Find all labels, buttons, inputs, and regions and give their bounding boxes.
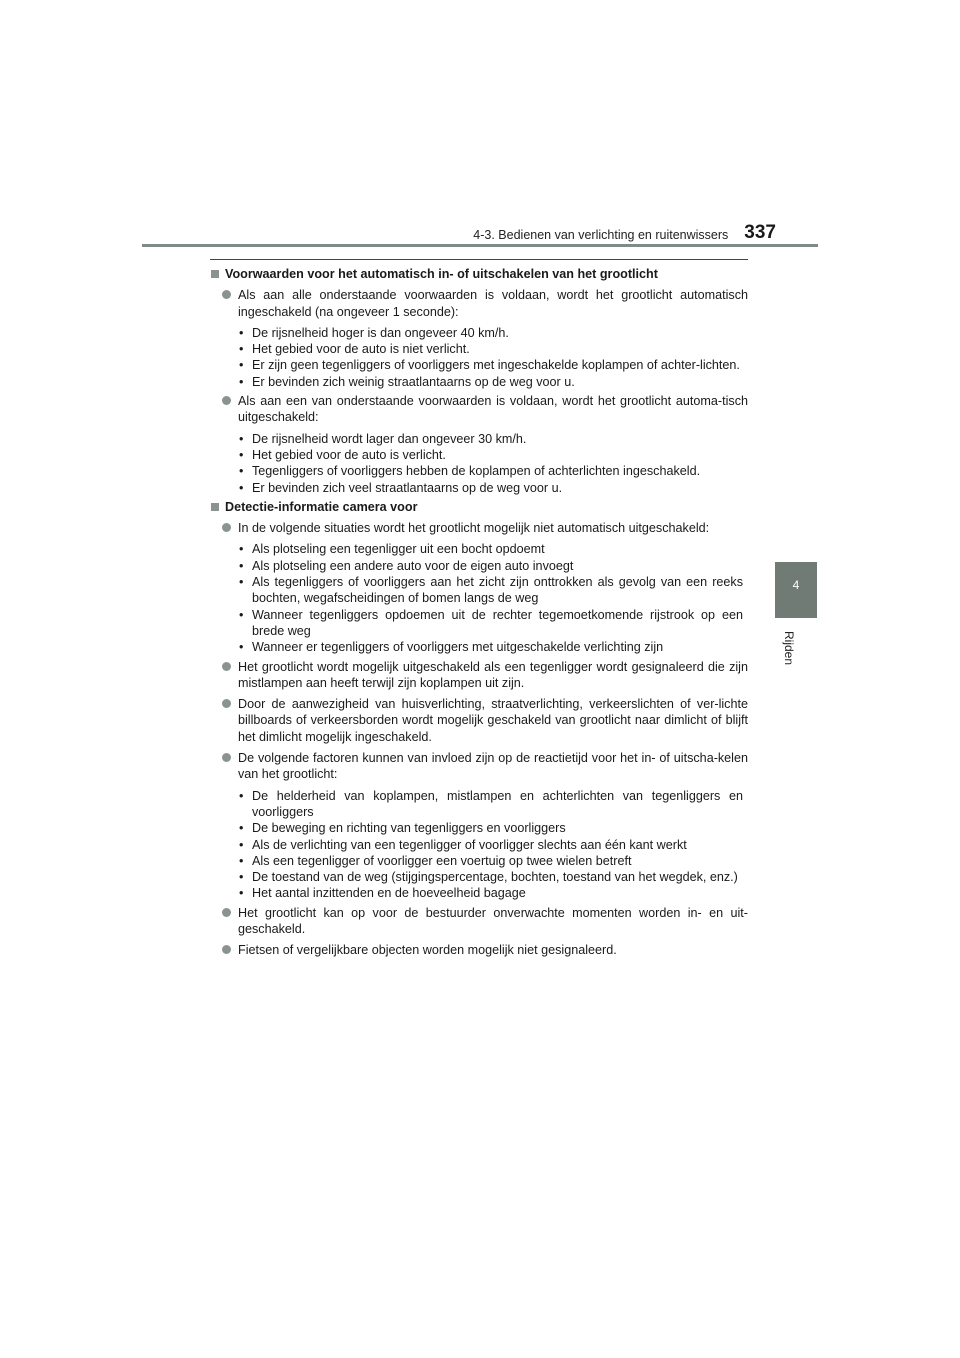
bullet-paragraph: Het grootlicht wordt mogelijk uitgeschakeld als een tegenligger wordt gesignaleerd die zijn mistlampen aan heeft terwijl zijn koplampen uit zijn. [210, 659, 748, 692]
circle-bullet-icon [222, 290, 231, 299]
bullet-paragraph: De volgende factoren kunnen van invloed zijn op de reactietijd voor het in- of uitscha-kelen van het grootlicht: [210, 750, 748, 783]
list-item: • De rijsnelheid wordt lager dan ongeveer 30 km/h. [239, 431, 527, 446]
list-item: • Het aantal inzittenden en de hoeveelheid bagage [239, 886, 526, 901]
chapter-tab [775, 562, 817, 618]
list-item: • De beweging en richting van tegenliggers en voorliggers [239, 821, 566, 836]
list-item: • Het gebied voor de auto is verlicht. [239, 447, 446, 462]
list-item: • De helderheid van koplampen, mistlampen en achterlichten van tegenliggers en voorliggers [239, 788, 743, 819]
list-item: • Tegenliggers of voorliggers hebben de koplampen of achterlichten ingeschakeld. [239, 464, 701, 479]
sub-list [210, 431, 748, 496]
section-title: 4-3. Bedienen van verlichting en ruitenwissers [473, 228, 729, 242]
bullet-paragraph: Door de aanwezigheid van huisverlichting, straatverlichting, verkeerslichten of ver-lichte billboards of verkeersborden wordt mogelijk geschakeld van grootlicht naar dimlicht of blijft het dimlicht mogelijk ingeschakeld. [210, 696, 748, 745]
circle-bullet-icon [222, 699, 231, 708]
list-item: • Er bevinden zich weinig straatlantaarns op de weg voor u. [239, 374, 575, 389]
list-item: • Wanneer er tegenliggers of voorliggers met uitgeschakelde verlichting zijn [239, 640, 664, 655]
circle-bullet-icon [222, 908, 231, 917]
square-bullet-icon [211, 503, 219, 511]
sub-list [210, 325, 748, 390]
square-bullet-icon [211, 270, 219, 278]
circle-bullet-icon [222, 523, 231, 532]
list-item: • Er bevinden zich veel straatlantaarns op de weg voor u. [239, 480, 563, 495]
section-heading: Voorwaarden voor het automatisch in- of uitschakelen van het grootlicht [210, 266, 748, 282]
list-item: • Er zijn geen tegenliggers of voorliggers met ingeschakelde koplampen of achter-lichten. [239, 358, 740, 373]
list-item: • Wanneer tegenliggers opdoemen uit de rechter tegemoetkomende rijstrook op een brede weg [239, 607, 743, 638]
main-content [210, 266, 748, 964]
circle-bullet-icon [222, 662, 231, 671]
chapter-number: 4 [792, 578, 800, 592]
header-rule [142, 244, 818, 247]
circle-bullet-icon [222, 753, 231, 762]
list-item: • Als plotseling een andere auto voor de eigen auto invoegt [239, 558, 574, 573]
bullet-paragraph: Het grootlicht kan op voor de bestuurder onverwachte momenten worden in- en uit-geschakeld. [210, 905, 748, 938]
bullet-paragraph: Fietsen of vergelijkbare objecten worden mogelijk niet gesignaleerd. [210, 942, 748, 958]
list-item: • Als een tegenligger of voorligger een voertuig op twee wielen betreft [239, 853, 632, 868]
list-item: • Als de verlichting van een tegenligger of voorligger slechts aan één kant werkt [239, 837, 687, 852]
list-item: • Als tegenliggers of voorliggers aan het zicht zijn onttrokken als gevolg van een reeks bochten, wegafscheidingen of bomen langs de weg [239, 575, 743, 606]
list-item: • De toestand van de weg (stijgingspercentage, bochten, toestand van het wegdek, enz.) [239, 870, 738, 885]
page-header [436, 216, 776, 242]
section-heading: Detectie-informatie camera voor [210, 499, 748, 515]
bullet-paragraph: Als aan alle onderstaande voorwaarden is voldaan, wordt het grootlicht automatisch ingeschakeld (na ongeveer 1 seconde): [210, 287, 748, 320]
sub-list [210, 541, 748, 655]
sub-list [210, 788, 748, 902]
page-number: 337 [744, 222, 776, 243]
bullet-paragraph: Als aan een van onderstaande voorwaarden is voldaan, wordt het grootlicht automa-tisch uitgeschakeld: [210, 393, 748, 426]
chapter-label: Rijden [782, 631, 796, 666]
list-item: • De rijsnelheid hoger is dan ongeveer 40 km/h. [239, 325, 509, 340]
circle-bullet-icon [222, 945, 231, 954]
list-item: • Als plotseling een tegenligger uit een bocht opdoemt [239, 542, 545, 557]
bullet-paragraph: In de volgende situaties wordt het grootlicht mogelijk niet automatisch uitgeschakeld: [210, 520, 748, 536]
list-item: • Het gebied voor de auto is niet verlicht. [239, 342, 470, 357]
content-rule [210, 259, 748, 260]
circle-bullet-icon [222, 396, 231, 405]
